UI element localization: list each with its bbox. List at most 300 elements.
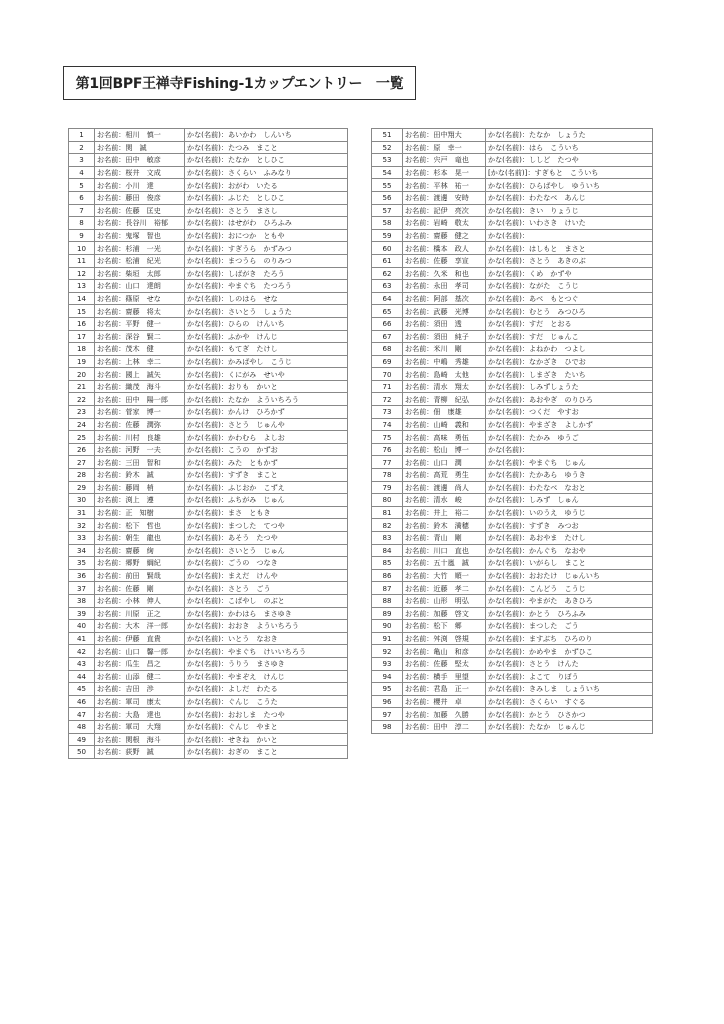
table-row	[69, 418, 348, 431]
table-row	[69, 607, 348, 620]
entry-number: 25	[69, 431, 95, 444]
table-row	[69, 645, 348, 658]
table-row	[69, 179, 348, 192]
entry-name: お名前：山口 潤	[403, 456, 486, 469]
table-row	[69, 456, 348, 469]
entry-name: お名前：瓜生 昌之	[95, 657, 185, 670]
entry-kana: かな(名前)：ふじおか こずえ	[185, 481, 348, 494]
entry-name: お名前：阿部 基次	[403, 292, 486, 305]
table-row	[372, 141, 653, 154]
entry-number: 42	[69, 645, 95, 658]
table-row	[372, 594, 653, 607]
table-row	[69, 532, 348, 545]
table-row	[372, 154, 653, 167]
entry-name: お名前：記伊 亮次	[403, 204, 486, 217]
table-row	[69, 229, 348, 242]
entry-kana: かな(名前)：しまざき たいち	[486, 368, 653, 381]
entry-kana: かな(名前)：さとう じゅんや	[185, 418, 348, 431]
entry-kana: かな(名前)：はしもと まさと	[486, 242, 653, 255]
entry-name: お名前：平林 祐一	[403, 179, 486, 192]
entry-kana: かな(名前)：たなか しょうた	[486, 129, 653, 142]
table-row	[372, 657, 653, 670]
entry-kana: かな(名前)：うりう まさゆき	[185, 657, 348, 670]
entry-number: 78	[372, 469, 403, 482]
entry-name: お名前：郷野 綱紀	[95, 557, 185, 570]
table-row	[372, 443, 653, 456]
entry-number: 90	[372, 620, 403, 633]
table-row	[372, 330, 653, 343]
entry-number: 71	[372, 380, 403, 393]
entry-kana: かな(名前)：まさ ともき	[185, 506, 348, 519]
entry-number: 72	[372, 393, 403, 406]
entry-name: お名前：鈴木 誠	[95, 469, 185, 482]
entry-number: 89	[372, 607, 403, 620]
table-row	[372, 695, 653, 708]
table-row	[372, 683, 653, 696]
table-row	[69, 657, 348, 670]
entry-number: 64	[372, 292, 403, 305]
entry-kana: かな(名前)：いのうえ ゆうじ	[486, 506, 653, 519]
entry-number: 54	[372, 166, 403, 179]
entry-name: お名前：須田 透	[403, 317, 486, 330]
entry-kana: かな(名前)：すぎうら かずみつ	[185, 242, 348, 255]
table-row	[372, 519, 653, 532]
entry-kana: かな(名前)：やまがた あきひろ	[486, 594, 653, 607]
table-row	[69, 519, 348, 532]
entry-kana: かな(名前)：さいとう しょうた	[185, 305, 348, 318]
entry-name: お名前：近藤 孝二	[403, 582, 486, 595]
entry-name: お名前：亀山 和彦	[403, 645, 486, 658]
table-row	[372, 645, 653, 658]
entry-number: 40	[69, 620, 95, 633]
entry-name: お名前：大竹 順一	[403, 569, 486, 582]
entry-name: お名前：柴垣 太郎	[95, 267, 185, 280]
entry-name: お名前：川村 良雄	[95, 431, 185, 444]
table-row	[372, 380, 653, 393]
table-row	[69, 242, 348, 255]
entry-kana: かな(名前)：さとう まさし	[185, 204, 348, 217]
entry-kana: かな(名前)：さくらい ふみなり	[185, 166, 348, 179]
table-row	[372, 418, 653, 431]
entry-name: お名前：小林 伸人	[95, 594, 185, 607]
entry-kana: かな(名前)：ながた こうじ	[486, 280, 653, 293]
entry-number: 5	[69, 179, 95, 192]
entry-name: お名前：田中 陽一郎	[95, 393, 185, 406]
entry-number: 37	[69, 582, 95, 595]
entry-name: お名前：大島 達也	[95, 708, 185, 721]
table-row	[372, 267, 653, 280]
entry-name: お名前：鈴木 満穂	[403, 519, 486, 532]
entry-name: お名前：篠原 せな	[95, 292, 185, 305]
entry-kana: かな(名前)：やまぐち じゅん	[486, 456, 653, 469]
entry-number: 67	[372, 330, 403, 343]
entry-number: 62	[372, 267, 403, 280]
entry-number: 30	[69, 494, 95, 507]
entry-kana: かな(名前)：わたなべ なおと	[486, 481, 653, 494]
table-row	[372, 305, 653, 318]
table-row	[69, 494, 348, 507]
entry-number: 27	[69, 456, 95, 469]
table-row	[69, 733, 348, 746]
entry-number: 19	[69, 355, 95, 368]
entry-number: 3	[69, 154, 95, 167]
entry-number: 26	[69, 443, 95, 456]
entry-number: 10	[69, 242, 95, 255]
entry-kana: かな(名前)：あそう たつや	[185, 532, 348, 545]
entry-number: 39	[69, 607, 95, 620]
entry-name: お名前：須田 純子	[403, 330, 486, 343]
table-row	[372, 620, 653, 633]
table-row	[372, 242, 653, 255]
entry-number: 96	[372, 695, 403, 708]
entry-kana: かな(名前)：なかざき ひでお	[486, 355, 653, 368]
entry-name: お名前：三田 智和	[95, 456, 185, 469]
entry-number: 69	[372, 355, 403, 368]
table-row	[372, 494, 653, 507]
entry-name: お名前：齋藤 健之	[403, 229, 486, 242]
entry-kana: かな(名前)：かめやま かずひこ	[486, 645, 653, 658]
entry-number: 35	[69, 557, 95, 570]
table-row	[69, 154, 348, 167]
table-row	[372, 632, 653, 645]
entry-name: お名前：軍司 康太	[95, 695, 185, 708]
entry-number: 38	[69, 594, 95, 607]
entry-name: お名前：加藤 久勝	[403, 708, 486, 721]
entry-kana: かな(名前)：ひらばやし ゆういち	[486, 179, 653, 192]
entry-kana: かな(名前)：おにつか ともや	[185, 229, 348, 242]
entry-kana: かな(名前)：かわむら よしお	[185, 431, 348, 444]
entry-kana: かな(名前)：おおたけ じゅんいち	[486, 569, 653, 582]
entry-kana: かな(名前)：きみしま しょういち	[486, 683, 653, 696]
entry-name: お名前：杉本 晃一	[403, 166, 486, 179]
table-row	[372, 204, 653, 217]
table-row	[372, 557, 653, 570]
entry-name: お名前：伊藤 直貴	[95, 632, 185, 645]
entry-name: お名前：山添 健二	[95, 670, 185, 683]
entry-number: 75	[372, 431, 403, 444]
entry-name: お名前：青柳 紀弘	[403, 393, 486, 406]
entry-name: お名前：櫻井 卓	[403, 695, 486, 708]
entry-number: 79	[372, 481, 403, 494]
entry-kana: かな(名前)：たなか よういちろう	[185, 393, 348, 406]
entry-kana: かな(名前)：おがわ いたる	[185, 179, 348, 192]
entry-name: お名前：五十嵐 誠	[403, 557, 486, 570]
entry-name: お名前：関 誠	[95, 141, 185, 154]
entry-name: お名前：渕上 遵	[95, 494, 185, 507]
entry-kana: かな(名前)：ますぶち ひろのり	[486, 632, 653, 645]
entry-number: 98	[372, 720, 403, 733]
entry-kana: [かな(名前)]：すぎもと こういち	[486, 166, 653, 179]
entry-name: お名前：関根 海斗	[95, 733, 185, 746]
entry-number: 83	[372, 532, 403, 545]
entry-name: お名前：橋本 政人	[403, 242, 486, 255]
entry-kana: かな(名前)：	[486, 443, 653, 456]
table-row	[69, 620, 348, 633]
entry-kana: かな(名前)：むとう みつひろ	[486, 305, 653, 318]
entry-kana: かな(名前)：たつみ まこと	[185, 141, 348, 154]
entry-name: お名前：深谷 賢二	[95, 330, 185, 343]
entry-name: お名前：田中 淳二	[403, 720, 486, 733]
table-row	[372, 431, 653, 444]
table-row	[372, 670, 653, 683]
entry-name: お名前：朝生 龍也	[95, 532, 185, 545]
entry-kana: かな(名前)：きい りょうじ	[486, 204, 653, 217]
entry-number: 14	[69, 292, 95, 305]
entry-number: 9	[69, 229, 95, 242]
table-row	[69, 569, 348, 582]
entry-kana: かな(名前)：かんけ ひろかず	[185, 406, 348, 419]
entry-name: お名前：茂木 健	[95, 343, 185, 356]
entry-kana: かな(名前)：たかあら ゆうき	[486, 469, 653, 482]
entry-kana: かな(名前)：さいとう じゅん	[185, 544, 348, 557]
entry-number: 57	[372, 204, 403, 217]
entry-kana: かな(名前)：いわさき けいた	[486, 217, 653, 230]
table-row	[372, 469, 653, 482]
entry-number: 18	[69, 343, 95, 356]
entry-name: お名前：島崎 太他	[403, 368, 486, 381]
entry-number: 94	[372, 670, 403, 683]
entry-number: 66	[372, 317, 403, 330]
table-row	[69, 632, 348, 645]
entry-number: 68	[372, 343, 403, 356]
entry-name: お名前：佃 康雄	[403, 406, 486, 419]
entry-name: お名前：吉田 渉	[95, 683, 185, 696]
entry-kana: かな(名前)：はら こういち	[486, 141, 653, 154]
table-row	[372, 569, 653, 582]
entry-kana: かな(名前)：わたなべ あんじ	[486, 191, 653, 204]
table-row	[372, 582, 653, 595]
table-row	[372, 229, 653, 242]
entry-number: 33	[69, 532, 95, 545]
table-row	[69, 720, 348, 733]
table-row	[372, 129, 653, 142]
entry-number: 81	[372, 506, 403, 519]
entry-table-right	[371, 128, 653, 734]
entry-number: 93	[372, 657, 403, 670]
entry-kana: かな(名前)：あおやま たけし	[486, 532, 653, 545]
entry-number: 29	[69, 481, 95, 494]
table-row	[372, 532, 653, 545]
table-row	[372, 720, 653, 733]
entry-kana: かな(名前)：しのはら せな	[185, 292, 348, 305]
entry-number: 43	[69, 657, 95, 670]
entry-kana: かな(名前)：くにがみ せいや	[185, 368, 348, 381]
entry-name: お名前：松浦 紀光	[95, 254, 185, 267]
table-row	[372, 607, 653, 620]
table-row	[69, 380, 348, 393]
entry-kana: かな(名前)：しみずしょうた	[486, 380, 653, 393]
entry-number: 22	[69, 393, 95, 406]
entry-name: お名前：渡邊 尚人	[403, 481, 486, 494]
entry-number: 8	[69, 217, 95, 230]
entry-number: 46	[69, 695, 95, 708]
table-row	[69, 708, 348, 721]
entry-name: お名前：横手 里望	[403, 670, 486, 683]
entry-name: お名前：正 知樹	[95, 506, 185, 519]
entry-name: お名前：長谷川 裕郁	[95, 217, 185, 230]
entry-kana: かな(名前)：たなか じゅんじ	[486, 720, 653, 733]
entry-number: 52	[372, 141, 403, 154]
table-row	[69, 582, 348, 595]
entry-number: 65	[372, 305, 403, 318]
table-row	[372, 456, 653, 469]
entry-kana: かな(名前)：おおしま たつや	[185, 708, 348, 721]
entry-name: お名前：松下 哲也	[95, 519, 185, 532]
entry-number: 41	[69, 632, 95, 645]
entry-number: 80	[372, 494, 403, 507]
entry-name: お名前：宍戸 竜也	[403, 154, 486, 167]
entry-kana: かな(名前)：おおき よういちろう	[185, 620, 348, 633]
entry-kana: かな(名前)：ふじた としひこ	[185, 191, 348, 204]
entry-number: 63	[372, 280, 403, 293]
entry-name: お名前：藤田 俊彦	[95, 191, 185, 204]
entry-name: お名前：河野 一夫	[95, 443, 185, 456]
entry-name: お名前：松山 博一	[403, 443, 486, 456]
table-row	[372, 317, 653, 330]
entry-number: 7	[69, 204, 95, 217]
entry-kana: かな(名前)：よねかわ つよし	[486, 343, 653, 356]
entry-number: 1	[69, 129, 95, 142]
entry-number: 48	[69, 720, 95, 733]
entry-number: 11	[69, 254, 95, 267]
entry-kana: かな(名前)：あおやぎ のりひろ	[486, 393, 653, 406]
table-row	[69, 267, 348, 280]
entry-kana: かな(名前)：いとう なおき	[185, 632, 348, 645]
entry-number: 73	[372, 406, 403, 419]
entry-name: お名前：藤岡 梢	[95, 481, 185, 494]
entry-number: 21	[69, 380, 95, 393]
entry-name: お名前：清水 峻	[403, 494, 486, 507]
entry-kana: かな(名前)：あいかわ しんいち	[185, 129, 348, 142]
entry-number: 55	[372, 179, 403, 192]
entry-kana: かな(名前)：まつうら のりみつ	[185, 254, 348, 267]
entry-name: お名前：佐藤 潤弥	[95, 418, 185, 431]
entry-name: お名前：齋藤 絢	[95, 544, 185, 557]
entry-kana: かな(名前)：やまぐち たつろう	[185, 280, 348, 293]
entry-name: お名前：田中 敏彦	[95, 154, 185, 167]
entry-kana: かな(名前)：やまぞえ けんじ	[185, 670, 348, 683]
document-title: 第1回BPF王禅寺Fishing-1カップエントリー 一覧	[63, 66, 416, 100]
entry-number: 13	[69, 280, 95, 293]
entry-name: お名前：前田 賢哉	[95, 569, 185, 582]
entry-name: お名前：久米 和也	[403, 267, 486, 280]
entry-number: 92	[372, 645, 403, 658]
entry-name: お名前：武藤 光博	[403, 305, 486, 318]
entry-number: 12	[69, 267, 95, 280]
entry-kana: かな(名前)：さくらい すぐる	[486, 695, 653, 708]
table-row	[69, 166, 348, 179]
table-row	[69, 481, 348, 494]
entry-number: 74	[372, 418, 403, 431]
entry-number: 56	[372, 191, 403, 204]
table-row	[69, 280, 348, 293]
entry-name: お名前：相川 慎一	[95, 129, 185, 142]
table-row	[372, 708, 653, 721]
entry-kana: かな(名前)：もてぎ たけし	[185, 343, 348, 356]
entry-number: 53	[372, 154, 403, 167]
entry-kana: かな(名前)：たなか としひこ	[185, 154, 348, 167]
entry-name: お名前：渡邊 安時	[403, 191, 486, 204]
table-row	[69, 469, 348, 482]
entry-name: お名前：米川 剛	[403, 343, 486, 356]
entry-name: お名前：荻野 誠	[95, 746, 185, 759]
table-row	[372, 166, 653, 179]
table-row	[372, 481, 653, 494]
entry-name: お名前：佐藤 匡史	[95, 204, 185, 217]
entry-kana: かな(名前)：まつした ごう	[486, 620, 653, 633]
entry-number: 17	[69, 330, 95, 343]
table-row	[69, 393, 348, 406]
entry-name: お名前：齋藤 将太	[95, 305, 185, 318]
entry-number: 45	[69, 683, 95, 696]
entry-kana: かな(名前)：かみばやし こうじ	[185, 355, 348, 368]
table-row	[69, 670, 348, 683]
entry-kana: かな(名前)：おりも かいと	[185, 380, 348, 393]
entry-kana: かな(名前)：ごうの つなき	[185, 557, 348, 570]
entry-number: 20	[69, 368, 95, 381]
table-row	[69, 317, 348, 330]
entry-name: お名前：平野 健一	[95, 317, 185, 330]
entry-name: お名前：佐藤 享宣	[403, 254, 486, 267]
entry-number: 49	[69, 733, 95, 746]
entry-number: 50	[69, 746, 95, 759]
table-row	[69, 506, 348, 519]
entry-number: 58	[372, 217, 403, 230]
entry-kana: かな(名前)：さとう けんた	[486, 657, 653, 670]
entry-kana: かな(名前)：やまぐち けいいちろう	[185, 645, 348, 658]
table-row	[372, 217, 653, 230]
entry-kana: かな(名前)：さとう ごう	[185, 582, 348, 595]
entry-kana: かな(名前)：ししど たつや	[486, 154, 653, 167]
entry-name: お名前：桜井 文成	[95, 166, 185, 179]
entry-number: 16	[69, 317, 95, 330]
entry-name: お名前：井上 裕二	[403, 506, 486, 519]
table-row	[69, 544, 348, 557]
entry-kana: かな(名前)：かとう ひさかつ	[486, 708, 653, 721]
entry-name: お名前：山口 達朗	[95, 280, 185, 293]
entry-number: 84	[372, 544, 403, 557]
entry-number: 32	[69, 519, 95, 532]
entry-name: お名前：山崎 義和	[403, 418, 486, 431]
entry-number: 82	[372, 519, 403, 532]
entry-number: 24	[69, 418, 95, 431]
entry-name: お名前：松下 郷	[403, 620, 486, 633]
entry-kana: かな(名前)：すずき みつお	[486, 519, 653, 532]
entry-kana: かな(名前)：かとう ひろふみ	[486, 607, 653, 620]
table-row	[69, 129, 348, 142]
entry-number: 87	[372, 582, 403, 595]
entry-name: お名前：舛渕 啓規	[403, 632, 486, 645]
entry-kana: かな(名前)：かわはら まさゆき	[185, 607, 348, 620]
entry-number: 85	[372, 557, 403, 570]
entry-number: 51	[372, 129, 403, 142]
entry-kana: かな(名前)：かんぐち なおや	[486, 544, 653, 557]
table-row	[372, 368, 653, 381]
entry-number: 28	[69, 469, 95, 482]
entry-number: 76	[372, 443, 403, 456]
entry-name: お名前：杉浦 一光	[95, 242, 185, 255]
entry-name: お名前：國上 誠矢	[95, 368, 185, 381]
entry-name: お名前：君島 正一	[403, 683, 486, 696]
entry-kana: かな(名前)：こうの かずお	[185, 443, 348, 456]
table-row	[69, 330, 348, 343]
table-row	[372, 355, 653, 368]
entry-table-left	[68, 128, 348, 759]
entry-number: 36	[69, 569, 95, 582]
entry-number: 44	[69, 670, 95, 683]
entry-name: お名前：大木 洋一郎	[95, 620, 185, 633]
entry-kana: かな(名前)：よしだ わたる	[185, 683, 348, 696]
